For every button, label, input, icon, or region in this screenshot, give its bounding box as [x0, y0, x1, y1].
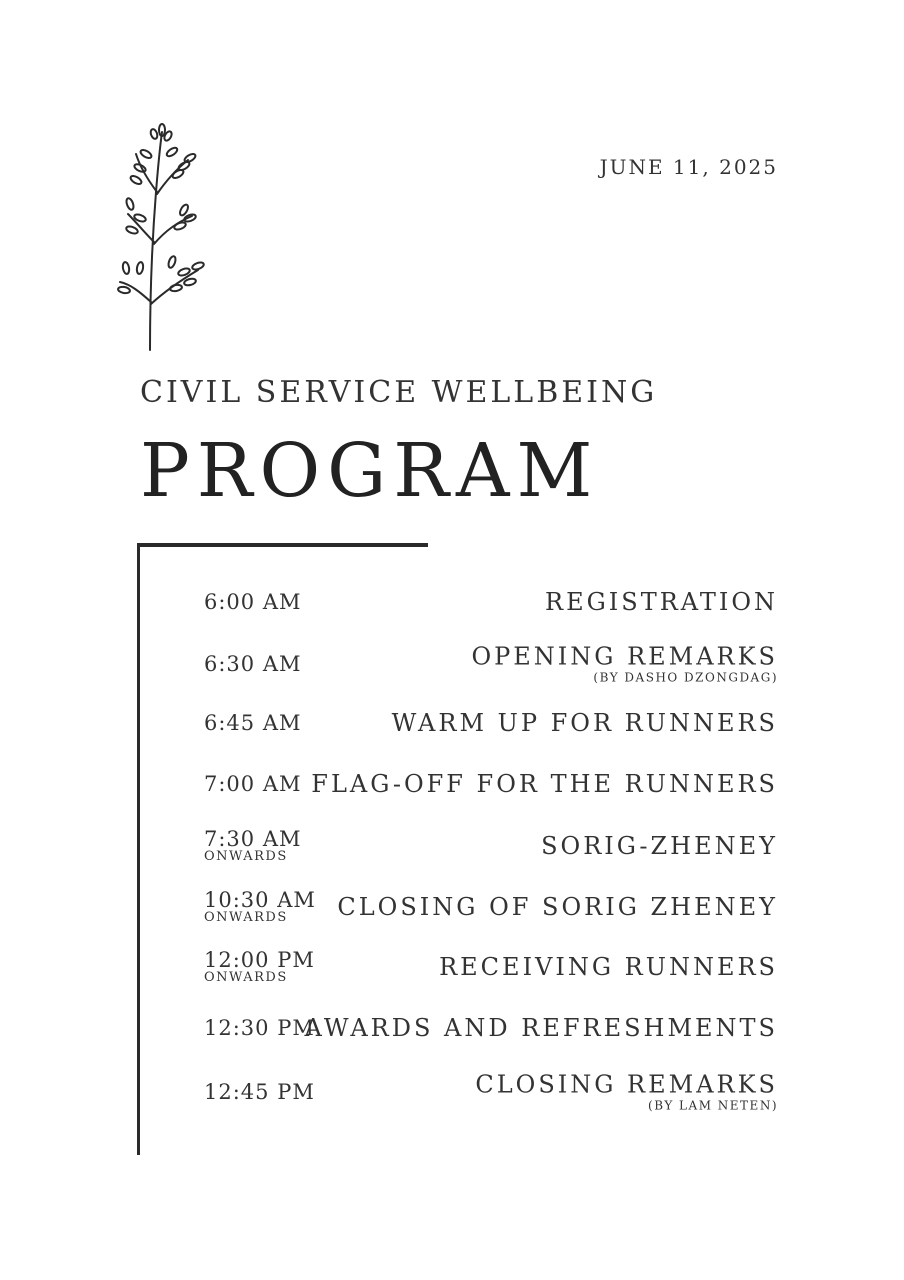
schedule-time: [204, 828, 302, 864]
time-label: 12:30 PM: [204, 1016, 315, 1040]
schedule-event: [545, 589, 778, 615]
schedule-row: [204, 754, 778, 814]
event-note: (BY LAM NETEN): [648, 1098, 778, 1113]
schedule-row: [204, 572, 778, 632]
time-label: 7:30 AM: [204, 827, 302, 851]
event-label: SORIG-ZHENEY: [541, 832, 778, 860]
schedule-time: [204, 712, 302, 734]
vertical-divider: [137, 543, 140, 1155]
program-title: PROGRAM: [140, 428, 600, 514]
schedule-time: [204, 889, 316, 925]
time-label: 10:30 AM: [204, 888, 316, 912]
schedule-row: [204, 634, 778, 694]
schedule-event: [305, 1015, 779, 1041]
schedule-time: [204, 773, 302, 795]
event-label: REGISTRATION: [545, 588, 778, 616]
time-note: ONWARDS: [204, 970, 288, 985]
schedule-time: [204, 1081, 315, 1103]
event-label: CLOSING REMARKS: [475, 1070, 778, 1099]
event-label: AWARDS AND REFRESHMENTS: [304, 1014, 778, 1042]
event-date: JUNE 11, 2025: [599, 155, 778, 179]
schedule-event: [311, 771, 778, 797]
time-label: 6:30 AM: [204, 652, 302, 676]
event-label: WARM UP FOR RUNNERS: [391, 709, 778, 737]
time-label: 6:00 AM: [204, 590, 302, 614]
schedule-event: [337, 894, 778, 920]
schedule-time: [204, 653, 302, 675]
time-note: ONWARDS: [204, 910, 288, 925]
schedule-row: [204, 877, 778, 937]
event-note: (BY DASHO DZONGDAG): [593, 670, 778, 685]
schedule-time: [204, 1017, 315, 1039]
horizontal-divider: [138, 543, 428, 547]
program-subtitle: CIVIL SERVICE WELLBEING: [140, 375, 658, 410]
event-label: OPENING REMARKS: [471, 642, 778, 671]
schedule-event: [439, 954, 778, 980]
schedule-row: [204, 816, 778, 876]
time-note: ONWARDS: [204, 849, 288, 864]
time-label: 7:00 AM: [204, 772, 302, 796]
event-label: FLAG-OFF FOR THE RUNNERS: [311, 770, 778, 798]
schedule-row: [204, 937, 778, 997]
schedule-row: [204, 1062, 778, 1122]
schedule-event: [392, 710, 778, 736]
schedule-event: [541, 833, 778, 859]
time-label: 12:45 PM: [204, 1080, 315, 1104]
time-label: 6:45 AM: [204, 711, 302, 735]
schedule-row: [204, 998, 778, 1058]
schedule-row: [204, 693, 778, 753]
time-label: 12:00 PM: [204, 948, 315, 972]
leaf-sprig-icon: [110, 122, 220, 354]
event-label: CLOSING OF SORIG ZHENEY: [337, 893, 778, 921]
schedule-time: [204, 591, 302, 613]
event-label: RECEIVING RUNNERS: [439, 953, 778, 981]
schedule-event: [471, 644, 778, 685]
schedule-time: [204, 949, 315, 985]
schedule-event: [475, 1072, 778, 1113]
